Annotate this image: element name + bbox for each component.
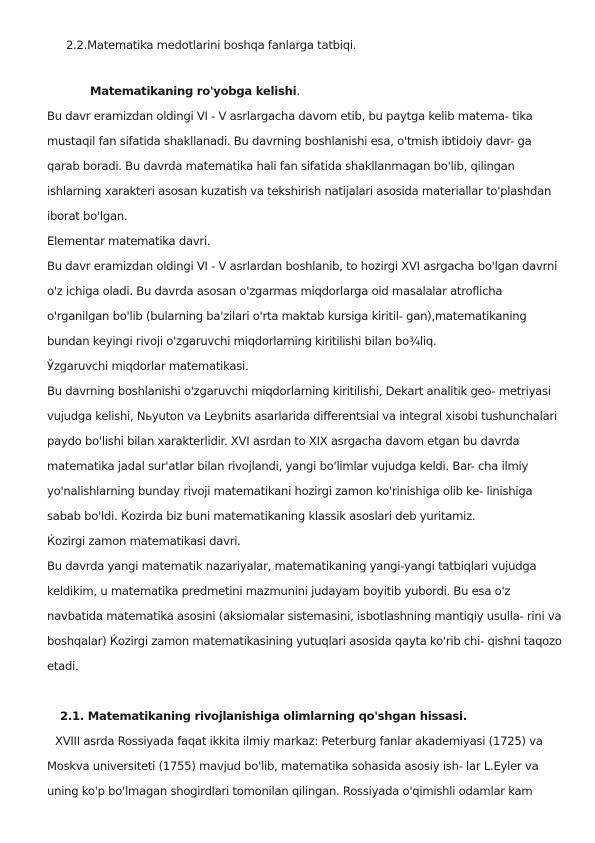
text-line: matematika jadal sur'atlar bilan rivojlandi, yangi bo'limlar vujudga keldi. Bar- cha ilmiy xyxy=(47,459,529,473)
section-heading-bold: 2.1. Matematikaning rivojlanishiga olimlarning qo'shgan hissasi. xyxy=(60,709,467,723)
subsection-heading-period: . xyxy=(296,84,300,98)
subsection-heading-text: Matematikaning ro'yobga kelishi xyxy=(90,84,297,98)
text-line: etadi. xyxy=(47,659,79,673)
text-line: iborat bo'lgan. xyxy=(47,209,128,223)
text-line: Bu davrning boshlanishi o'zgaruvchi miqdorlarning kiritilishi, Dekart analitik geo- metriyasi xyxy=(47,384,551,398)
text-line: bundan keyingi rivoji o'zgaruvchi miqdorlarning kiritilishi bilan bo¾liq. xyxy=(47,334,437,348)
text-line: uning ko'p bo'lmagan shogirdlari tomonilan qilingan. Rossiyada o'qimishli odamlar kam xyxy=(47,784,533,798)
text-line: boshqalar) Ќozirgi zamon matematikasining yutuqlari asosida qayta ko'rib chi- qishni taqozo xyxy=(47,634,562,648)
period-heading: Elementar matematika davri. xyxy=(47,234,211,248)
text-line: qarab boradi. Bu davrda matematika hali fan sifatida shakllanmagan bo'lib, qilingan xyxy=(47,159,515,173)
text-line: o'z ichiga oladi. Bu davrda asosan o'zgarmas miqdorlarga oid masalalar atroflicha xyxy=(47,284,503,298)
text-line: keldikim, u matematika predmetini mazmunini judayam boyitib yubordi. Bu esa o'z xyxy=(47,584,511,598)
text-line: sabab bo'ldi. Ќozirda biz buni matematikaning klassik asoslari deb yuritamiz. xyxy=(47,509,476,523)
text-line: mustaqil fan sifatida shakllanadi. Bu davrning boshlanishi esa, o'tmish ibtidoiy davr- ga xyxy=(47,134,532,148)
text-line: Bu davr eramizdan oldingi VI - V asrlargacha davom etib, bu paytga kelib matema- tika xyxy=(47,109,533,123)
text-line: Moskva universiteti (1755) mavjud bo'lib, matematika sohasida asosiy ish- lar L.Eyler va xyxy=(47,759,539,773)
text-line: vujudga kelishi, Nьyuton va Leybnits asarlarida differentsial va integral xisobi tushunchalari xyxy=(47,409,557,423)
text-line: Bu davrda yangi matematik nazariyalar, matematikaning yangi-yangi tatbiqlari vujudga xyxy=(47,559,537,573)
period-heading: Ќozirgi zamon matematikasi davri. xyxy=(47,534,241,548)
text-line: Bu davr eramizdan oldingi VI - V asrlardan boshlanib, to hozirgi XVI asrgacha bo'lgan davrni xyxy=(47,259,558,273)
text-line: navbatida matematika asosini (aksiomalar sistemasini, isbotlashning mantiqiy usulla- rini va xyxy=(47,609,562,623)
subsection-heading xyxy=(90,84,300,98)
period-heading: Ўzgaruvchi miqdorlar matematikasi. xyxy=(47,359,249,373)
text-line: paydo bo'lishi bilan xarakterlidir. XVI asrdan to XIX asrgacha davom etgan bu davrda xyxy=(47,434,520,448)
text-line: yo'nalishlarning bunday rivoji matematikani hozirgi zamon ko'rinishiga olib ke- linishiga xyxy=(47,484,533,498)
text-line: XVIII asrda Rossiyada faqat ikkita ilmiy markaz: Peterburg fanlar akademiyasi (1725) va xyxy=(55,734,543,748)
text-line: ishlarning xarakteri asosan kuzatish va tekshirish natijalari asosida materiallar to'plashdan xyxy=(47,184,552,198)
section-heading: 2.2.Matematika medotlarini boshqa fanlarga tatbiqi. xyxy=(66,38,357,52)
text-line: o'rganilgan bo'lib (bularning ba'zilari o'rta maktab kursiga kiritil- gan),matematikaning xyxy=(47,309,527,323)
